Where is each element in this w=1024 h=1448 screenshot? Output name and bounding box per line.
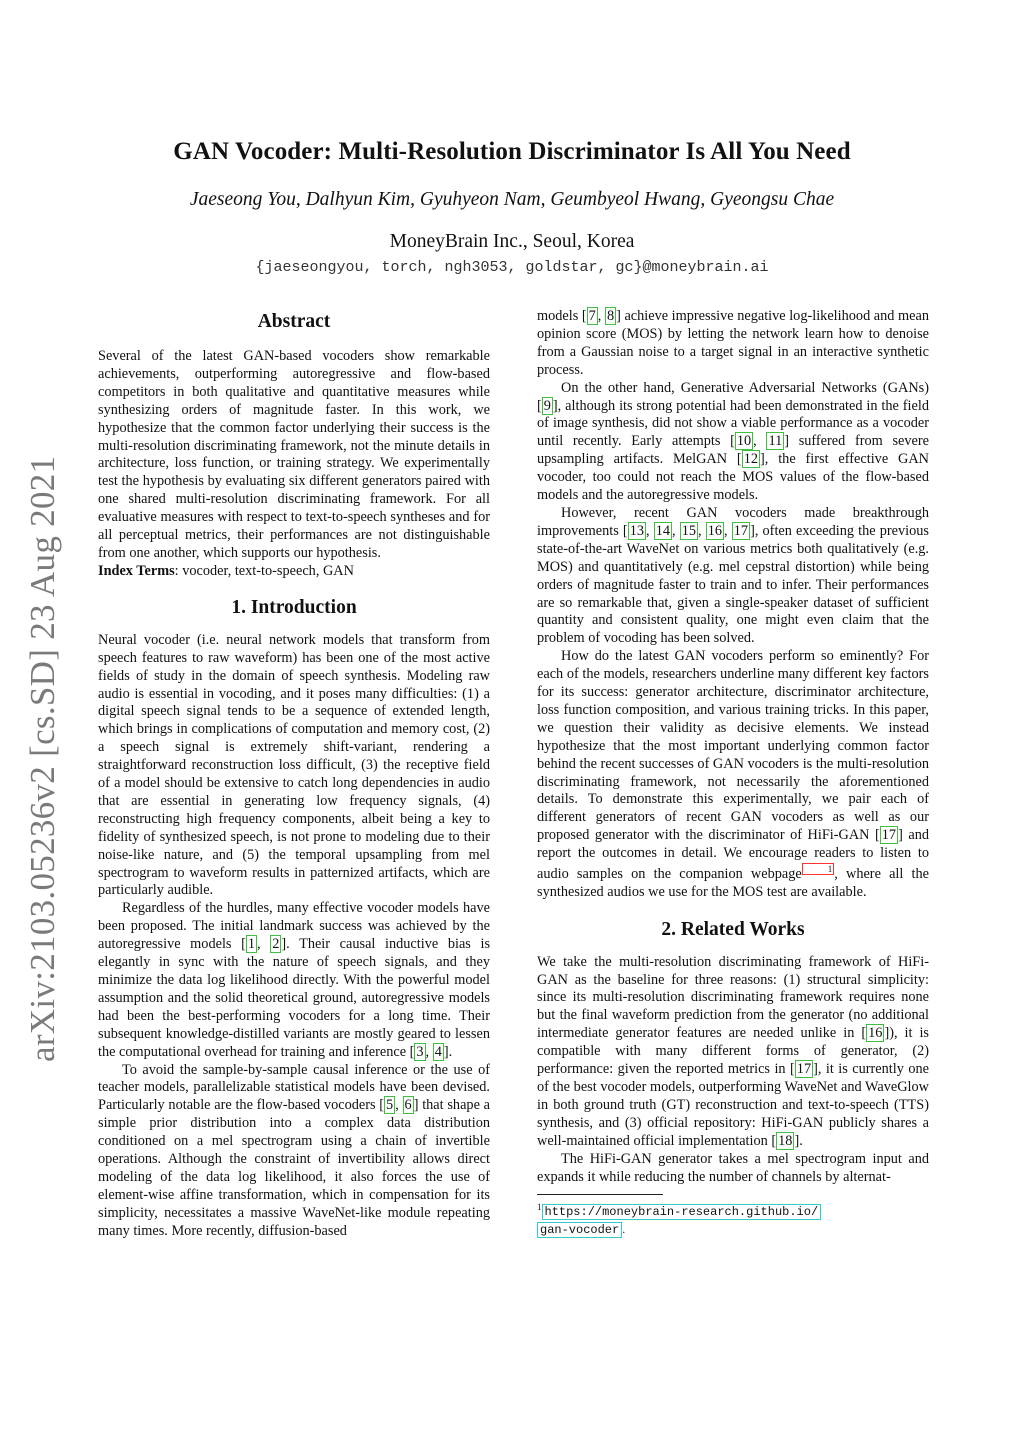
companion-webpage-link[interactable]: https://moneybrain-research.github.io/ — [542, 1204, 822, 1220]
footnote: $^1$ https://moneybrain-research.github.io/ gan-vocoder . — [537, 1199, 929, 1239]
footnote-divider — [537, 1194, 663, 1195]
paper-title: GAN Vocoder: Multi-Resolution Discriminator Is All You Need — [173, 138, 851, 165]
citation-link[interactable]: 10 — [736, 433, 752, 450]
intro-paragraph-3: To avoid the sample-by-sample causal inference or the use of teacher models, parallelizable statistical models have been devised. Particularly notable are the flow-based vocoders [ 5 , 6 ] that shape a simple prior distribution into a complex data distribution conditioned on a mel spectrogram using a chain of invertible operations. Although the constraint of invertibility allows direct modeling of the data log likelihood, it also forces the use of element-wise affine transformation, which in compensation for its simplicity, necessitates a massive WaveNet-like module repeating many times. More recently, diffusion-based — [98, 1061, 491, 1239]
related-paragraph-2: The HiFi-GAN generator takes a mel spectrogram input and expands it while reducing the number of channels by alternat- — [537, 1150, 929, 1185]
citation-link[interactable]: 17 — [796, 1061, 812, 1078]
citation-link[interactable]: 7 — [588, 308, 596, 324]
index-terms-values: : vocoder, text-to-speech, GAN — [174, 562, 354, 579]
intro-paragraph-2: Regardless of the hurdles, many effective vocoder models have been proposed. The initial landmark success was achieved by the autoregressive models [ 1 , 2 ]. Their causal inductive bias is elegantly in sync with the nature of speech signals, and they minimize the data log likelihood directly. With the powerful model assumption and the solid theoretical ground, autoregressive models had been the best-performing vocoders for a long time. Their subsequent knowledge-distilled variants are mostly geared to lessen the computational overhead for training and inference [ 3 , 4 ]. — [98, 900, 491, 1060]
related-paragraph-1: We take the multi-resolution discriminating framework of HiFi-GAN as the baseline for three reasons: (1) structural simplicity: since its multi-resolution discriminating framework requires none but the final waveform prediction from the generator (no additional intermediate generator features are needed unlike in [ 16 ]), it is compatible with many different forms of generator, (2) performance: given the reported metrics in [ 17 ], it is currently one of the best vocoder models, outperforming WaveNet and WaveGlow in both ground truth (GT) reconstruction and text-to-speech (TTS) synthesis, and (3) official repository: HiFi-GAN publicly shares a well-maintained official implementation [ 18 ]. — [537, 953, 929, 1149]
citation-link[interactable]: 4 — [434, 1043, 442, 1060]
citation-link[interactable]: 12 — [743, 451, 758, 468]
arxiv-identifier: arXiv:2103.05236v2 [cs.SD] 23 Aug 2021 — [23, 455, 62, 1062]
footnote-marker[interactable]: 1 — [802, 863, 835, 875]
abstract-heading: Abstract — [257, 311, 331, 332]
left-column — [98, 308, 490, 1241]
index-terms — [98, 563, 490, 581]
intro-paragraph-1: Neural vocoder (i.e. neural network models that transform from speech features to raw waveform) has been one of the most active fields of study in the domain of speech synthesis. Modeling raw audio is essential in vocoding, and it poses many difficulties: (1) a digital speech signal tends to be a sequence of extended length, which brings in complications of computation and memory cost, (2) a speech signal is extremely shift-variant, rendering a straightforward reconstruction loss difficult, (3) the receptive field of a model should be extensive to catch long dependencies in audio that are essential in generating low frequency signals, (4) reconstructing high frequency components, albeit being a key to fidelity of synthesized speech, is not prone to modeling due to their noise-like nature, and (5) the temporal upsampling from mel spectrogram to waveform results in patternized artifacts, which are particularly audible. — [98, 631, 490, 899]
citation-link[interactable]: 17 — [881, 827, 897, 844]
right-paragraph-3: However, recent GAN vocoders made breakthrough improvements [ 13 , 14 , 15 , 16 , 17 ], often exceeding the previous state-of-the-art WaveNet on various metrics both qualitatively (e.g. MOS) and quantitatively (e.g. mel cepstral distortion) while being orders of magnitude faster to train and to infer. Their performances are so remarkable that, given a single-speaker dataset of sufficient quantity and consistent quality, one might even claim that the problem of vocoding has been solved. — [537, 504, 929, 647]
citation-link[interactable]: 18 — [778, 1132, 793, 1149]
citation-link[interactable]: 16 — [868, 1025, 883, 1042]
citation-link[interactable]: 11 — [768, 433, 783, 450]
citation-link[interactable]: 17 — [733, 522, 749, 539]
citation-link[interactable]: 8 — [606, 308, 615, 324]
citation-link[interactable]: 15 — [681, 522, 697, 539]
citation-link[interactable]: 9 — [543, 397, 551, 414]
footnote-number: 1 — [537, 1202, 542, 1213]
citation-link[interactable]: 3 — [416, 1043, 424, 1060]
citation-link[interactable]: 13 — [629, 522, 644, 539]
introduction-heading: 1. Introduction — [231, 596, 357, 618]
related-works-heading: 2. Related Works — [661, 918, 805, 940]
citation-link[interactable]: 5 — [386, 1097, 394, 1114]
index-terms-label: Index Terms — [98, 562, 175, 579]
right-paragraph-1: models [ 7 , 8 ] achieve impressive negative log-likelihood and mean opinion score (MOS) by letting the network learn how to denoise from a Gaussian noise to a target signal in an interactive synthetic process. — [537, 308, 929, 378]
author-list: Jaeseong You, Dalhyun Kim, Gyuhyeon Nam, Geumbyeol Hwang, Gyeongsu Chae — [189, 189, 835, 210]
citation-link[interactable]: 1 — [247, 936, 256, 953]
abstract-text: Several of the latest GAN-based vocoders show remarkable achievements, outperforming autoregressive and flow-based competitors in both qualitative and quantitative measures while synthesizing orders of magnitude faster. In this work, we hypothesize that the common factor underlying their success is the multi-resolution discriminating framework, not the minute details in architecture, loss function, or training strategy. We experimentally test the hypothesis by evaluating six different generators paired with one shared multi-resolution discriminating framework. For all evaluative measures with respect to text-to-speech syntheses and for all perceptual metrics, their performances are not distinguishable from one another, which supports our hypothesis. — [98, 348, 490, 561]
citation-link[interactable]: 6 — [404, 1097, 412, 1114]
citation-link[interactable]: 2 — [272, 936, 280, 953]
affiliation: MoneyBrain Inc., Seoul, Korea — [389, 231, 635, 252]
right-column — [537, 308, 929, 1239]
author-emails: {jaeseongyou, torch, ngh3053, goldstar, gc}@moneybrain.ai — [255, 259, 769, 276]
citation-link[interactable]: 16 — [707, 522, 723, 539]
right-paragraph-4: How do the latest GAN vocoders perform so eminently? For each of the models, researchers underline many different key factors for its success: generator architecture, discriminator architecture, loss function composition, and various training tricks. In this paper, we question their validity as decisive elements. We instead hypothesize that the most important underlying common factor behind the recent successes of GAN vocoders is the multi-resolution discriminating framework, not necessarily the aforementioned details. To demonstrate this experimentally, we pair each of different generators of recent GAN vocoders as well as our proposed generator with the discriminator of HiFi-GAN [ 17 ] and report the outcomes in detail. We encourage readers to listen to audio samples on the companion webpage 1 , where all the synthesized audios we use for the MOS test are available. — [537, 648, 930, 900]
companion-webpage-link-cont[interactable]: gan-vocoder — [537, 1222, 622, 1238]
citation-link[interactable]: 14 — [655, 522, 671, 539]
right-paragraph-2: On the other hand, Generative Adversarial Networks (GANs) [ 9 ], although its strong potential had been demonstrated in the field of image synthesis, did not show a viable performance as a vocoder until recently. Early attempts [ 10 , 11 ] suffered from severe upsampling artifacts. MelGAN [ 12 ], the first effective GAN vocoder, too could not reach the MOS values of the flow-based models and the autoregressive models. — [537, 379, 930, 504]
